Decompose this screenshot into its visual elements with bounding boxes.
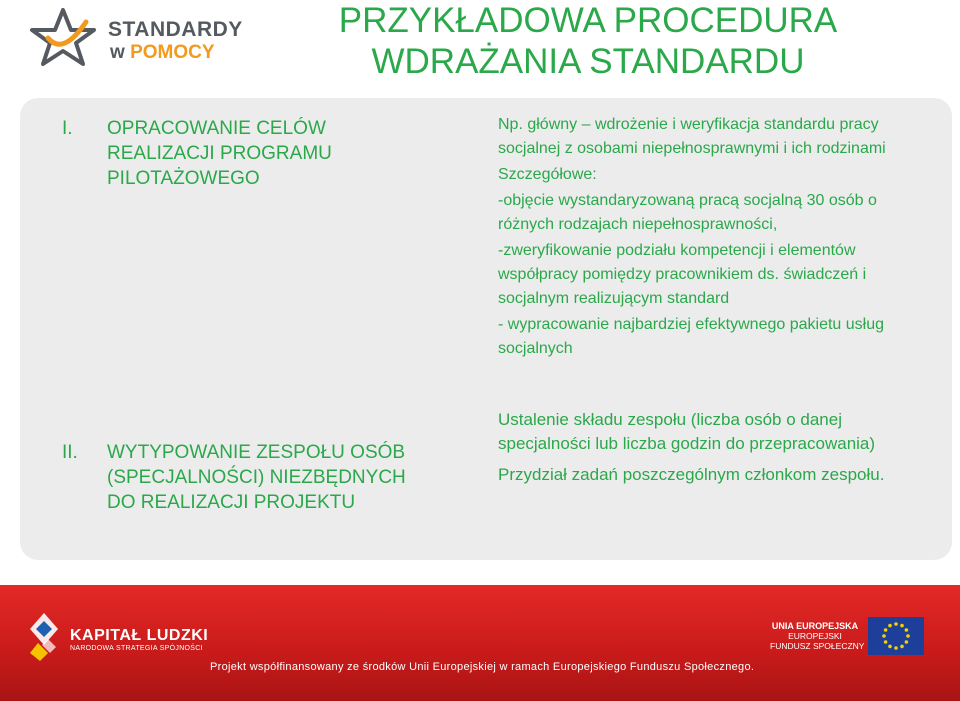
specific-goal-item: -zweryfikowanie podziału kompetencji i elementów współpracy pomiędzy pracownikiem ds. świadczeń i socjalnym realizującym standard <box>498 242 867 307</box>
eu-star-icon <box>906 634 910 638</box>
eu-star-icon <box>888 645 892 649</box>
section-heading-line: WYTYPOWANIE ZESPOŁU OSÓB <box>107 442 406 463</box>
section-heading-line: REALIZACJI PROGRAMU <box>107 143 332 164</box>
eu-label-line1: UNIA EUROPEJSKA <box>771 621 859 631</box>
eu-star-icon <box>882 634 886 638</box>
eu-star-icon <box>884 640 888 644</box>
kapital-ludzki-subtitle: NARODOWA STRATEGIA SPÓJNOŚCI <box>70 645 203 652</box>
eu-star-icon <box>900 645 904 649</box>
section-number: II. <box>62 442 78 463</box>
eu-star-icon <box>900 624 904 628</box>
eu-star-icon <box>905 628 909 632</box>
section-team-details <box>498 408 898 494</box>
cofinancing-note: Projekt współfinansowany ze środków Unii Europejskiej w ramach Europejskiego Funduszu Społecznego. <box>210 661 755 673</box>
main-goal-text: Np. główny – wdrożenie i weryfikacja standardu pracy socjalnej z osobami niepełnosprawnymi i ich rodzinami <box>498 116 886 157</box>
section-heading-line: DO REALIZACJI PROJEKTU <box>107 492 356 513</box>
eu-star-icon <box>888 624 892 628</box>
footer-banner <box>0 585 960 701</box>
eu-star-icon <box>905 640 909 644</box>
logo-line2 <box>110 42 215 64</box>
eu-star-icon <box>894 646 898 650</box>
logo-line2-prefix: w <box>110 42 125 63</box>
title-line2: WDRAŻANIA STANDARDU <box>371 42 805 81</box>
section-heading-line: (SPECJALNOŚCI) NIEZBĘDNYCH <box>107 467 406 488</box>
logo-line1: STANDARDY <box>108 18 243 41</box>
section-heading-line: OPRACOWANIE CELÓW <box>107 118 326 139</box>
eu-fund-label <box>770 621 865 651</box>
star-logo-icon <box>28 8 98 68</box>
team-composition-text: Ustalenie składu zespołu (liczba osób o danej specjalności lub liczba godzin do przepracowania) <box>498 410 876 453</box>
logo-line2-highlight: POMOCY <box>130 42 215 63</box>
title-line1: PRZYKŁADOWA PROCEDURA <box>338 1 838 40</box>
section-number: I. <box>62 118 73 139</box>
eu-star-icon <box>894 622 898 626</box>
eu-label-line2: EUROPEJSKI <box>788 631 842 641</box>
eu-star-icon <box>884 628 888 632</box>
task-assignment-text: Przydział zadań poszczególnym członkom zespołu. <box>498 465 885 484</box>
section-heading <box>107 440 467 515</box>
kapital-ludzki-title: KAPITAŁ LUDZKI <box>70 627 209 644</box>
specific-goal-item: -objęcie wystandaryzowaną pracą socjalną 30 osób o różnych rodzajach niepełnosprawności, <box>498 192 877 233</box>
specific-goals-label: Szczegółowe: <box>498 166 597 183</box>
eu-flag-icon <box>868 617 924 655</box>
specific-goal-item: - wypracowanie najbardziej efektywnego pakietu usług socjalnych <box>498 316 884 357</box>
standardy-logo <box>28 8 243 70</box>
section-heading-line: PILOTAŻOWEGO <box>107 168 260 189</box>
page-title <box>258 0 918 82</box>
eu-label-line3: FUNDUSZ SPOŁECZNY <box>770 641 865 651</box>
section-goals-details <box>498 113 908 361</box>
section-team <box>62 440 482 520</box>
section-goals <box>62 116 482 196</box>
kapital-ludzki-emblem-icon <box>26 609 62 663</box>
section-heading <box>107 116 467 191</box>
